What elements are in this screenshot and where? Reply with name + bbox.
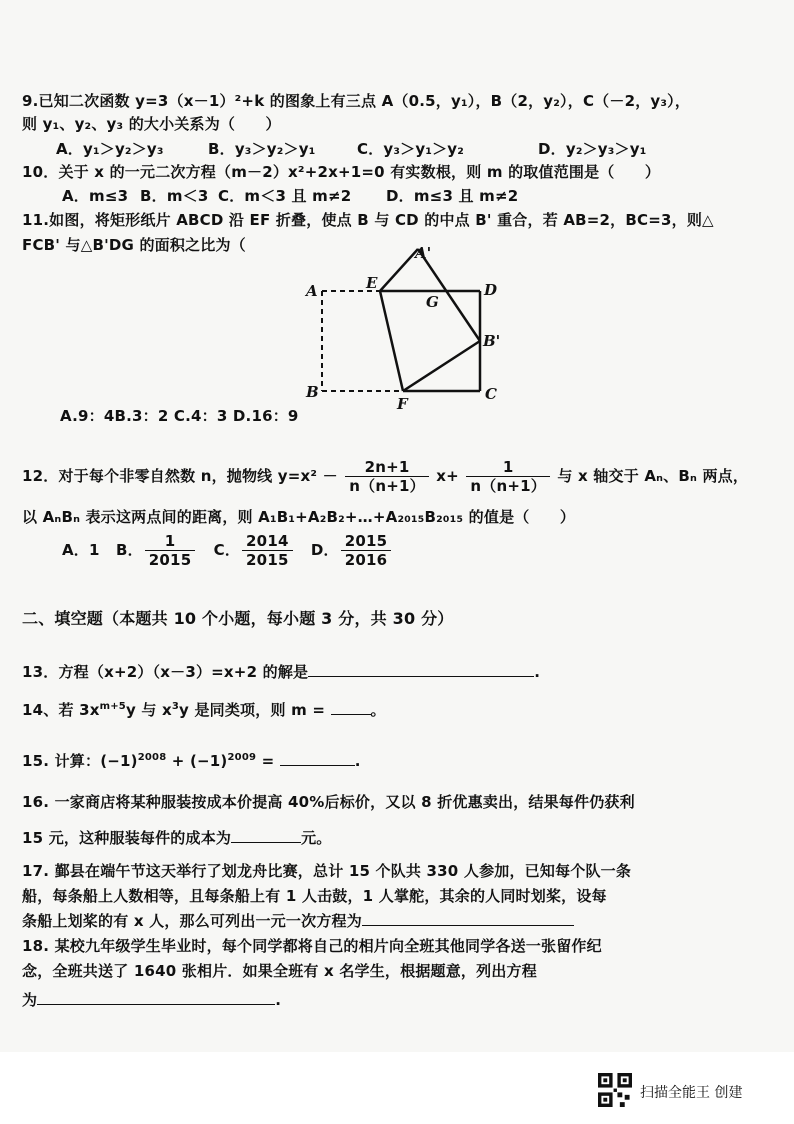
q16-line1: 16. 一家商店将某种服装按成本价提高 40%后标价，又以 8 折优惠卖出，结果每件仍获利 [22,793,635,811]
q12-option-d-num: 2015 [341,532,392,551]
q9-line1: 9.已知二次函数 y=3（x－1）²+k 的图象上有三点 A（0.5，y₁），B（2，y₂），C（－2，y₃）， [22,92,691,110]
q12-frac1-num: 2n+1 [345,458,429,477]
q15-exponent-1: 2008 [137,752,167,763]
q12-mid: x+ [436,467,459,485]
q17-answer-blank[interactable] [362,925,574,926]
q12-option-b-num: 1 [145,532,196,551]
q14-exponent-1: m+5 [99,701,126,712]
q15-exponent-2: 2009 [227,752,257,763]
q12-option-d-fraction [341,532,392,569]
q10-option-d: D．m≤3 且 m≠2 [386,187,519,205]
q11-line2: FCB' 与△B'DG 的面积之比为（ [22,236,246,254]
q18-line3 [22,990,281,1010]
scanner-watermark: 扫描全能王 创建 [640,1085,743,1101]
q9-option-d: D．y₂＞y₃＞y₁ [538,140,647,158]
label-a-prime: A' [415,244,432,262]
q15-end: . [354,752,361,770]
q16-line2 [22,828,332,848]
q12-frac2-den: n（n+1） [470,477,546,495]
q12-fraction-1 [345,458,429,495]
q15-mid: + (−1) [166,752,228,770]
edge-fb-prime [403,341,480,391]
label-e: E [366,274,378,292]
q18-line1: 18. 某校九年级学生毕业时，每个同学都将自己的相片向全班其他同学各送一张留作纪 [22,937,602,955]
q12-option-c-num: 2014 [242,532,293,551]
q18-line3-text: 为 [22,991,38,1009]
q12-option-c-fraction [242,532,293,569]
label-b-prime: B' [483,332,501,350]
q12-option-c-label: C． [213,541,241,559]
q14-mid: y 与 x [125,701,172,719]
q11-figure [300,240,510,415]
q15-post: = [256,752,275,770]
q15 [22,748,361,771]
q14-end: 。 [370,701,386,719]
q18-line2: 念，全班共送了 1640 张相片．如果全班有 x 名学生，根据题意，列出方程 [22,962,537,980]
label-g: G [426,293,439,311]
q18-end: . [275,991,282,1009]
q13-text: 13．方程（x+2）（x－3）=x+2 的解是 [22,663,309,681]
q12-fraction-2 [466,458,550,495]
q12-option-b-den: 2015 [148,551,192,569]
q12-option-d-den: 2016 [344,551,388,569]
q14-answer-blank[interactable] [331,714,371,715]
fold-ef [380,291,403,391]
q14-post: y 是同类项，则 m = [179,701,326,719]
edge-a-prime-e [380,249,418,291]
label-a: A [306,282,318,300]
q15-answer-blank[interactable] [280,765,355,766]
label-f: F [397,395,408,413]
q12-option-b-fraction [145,532,196,569]
q12-frac1-den: n（n+1） [349,477,425,495]
q12-option-d-label: D． [310,541,339,559]
qr-code-icon [598,1073,632,1107]
q15-pre: 15. 计算：(−1) [22,752,138,770]
q13-end: . [534,663,541,681]
q16-line2-text: 15 元，这种服装每件的成本为 [22,829,232,847]
q12-option-c-den: 2015 [246,551,289,569]
q9-option-c: C．y₃＞y₁＞y₂ [357,140,465,158]
q16-answer-blank[interactable] [231,842,301,843]
q14-pre: 14、若 3x [22,701,100,719]
q13-answer-blank[interactable] [308,676,534,677]
q10-option-c: C．m＜3 且 m≠2 [218,187,352,205]
q11-options: A.9：4B.3：2 C.4：3 D.16：9 [60,407,299,425]
section-2-heading: 二、填空题（本题共 10 个小题，每小题 3 分，共 30 分） [22,609,454,628]
q12-pre: 12．对于每个非零自然数 n，抛物线 y=x² － [22,467,338,485]
q9-option-b: B．y₃＞y₂＞y₁ [208,140,316,158]
q12-option-b-label: B． [115,541,143,559]
q9-line2: 则 y₁、y₂、y₃ 的大小关系为（ ） [22,115,281,133]
q14-exponent-2: 3 [171,701,180,712]
q17-line3-text: 条船上划桨的有 x 人，那么可列出一元一次方程为 [22,912,362,930]
q17-line1: 17. 鄞县在端午节这天举行了划龙舟比赛，总计 15 个队共 330 人参加，已知每个队一条 [22,862,632,880]
q10-option-a: A．m≤3 [62,187,129,205]
q10-line1: 10．关于 x 的一元二次方程（m－2）x²+2x+1=0 有实数根，则 m 的取值范围是（ ） [22,163,661,181]
q16-unit: 元。 [301,829,332,847]
q12-options [62,532,393,569]
q12-line2: 以 AₙBₙ 表示这两点间的距离，则 A₁B₁+A₂B₂+…+A₂₀₁₅B₂₀₁₅ 的值是（ ） [22,508,576,526]
q12-option-a: A．1 [62,541,100,559]
q17-line3 [22,911,574,931]
q10-option-b: B．m＜3 [140,187,209,205]
q18-answer-blank[interactable] [37,1004,275,1005]
q13 [22,662,540,682]
label-c: C [485,385,497,403]
q14 [22,697,386,720]
q9-option-a: A．y₁＞y₂＞y₃ [56,140,164,158]
q11-line1: 11.如图，将矩形纸片 ABCD 沿 EF 折叠，使点 B 与 CD 的中点 B' 重合，若 AB=2，BC=3，则△ [22,211,714,229]
q12-post: 与 x 轴交于 Aₙ、Bₙ 两点， [557,467,749,485]
q17-line2: 船，每条船上人数相等，且每条船上有 1 人击鼓，1 人掌舵，其余的人同时划桨，设每 [22,887,607,905]
q12-frac2-num: 1 [466,458,550,477]
label-d: D [484,281,498,299]
label-b: B [306,383,319,401]
q12-line1 [22,458,748,495]
